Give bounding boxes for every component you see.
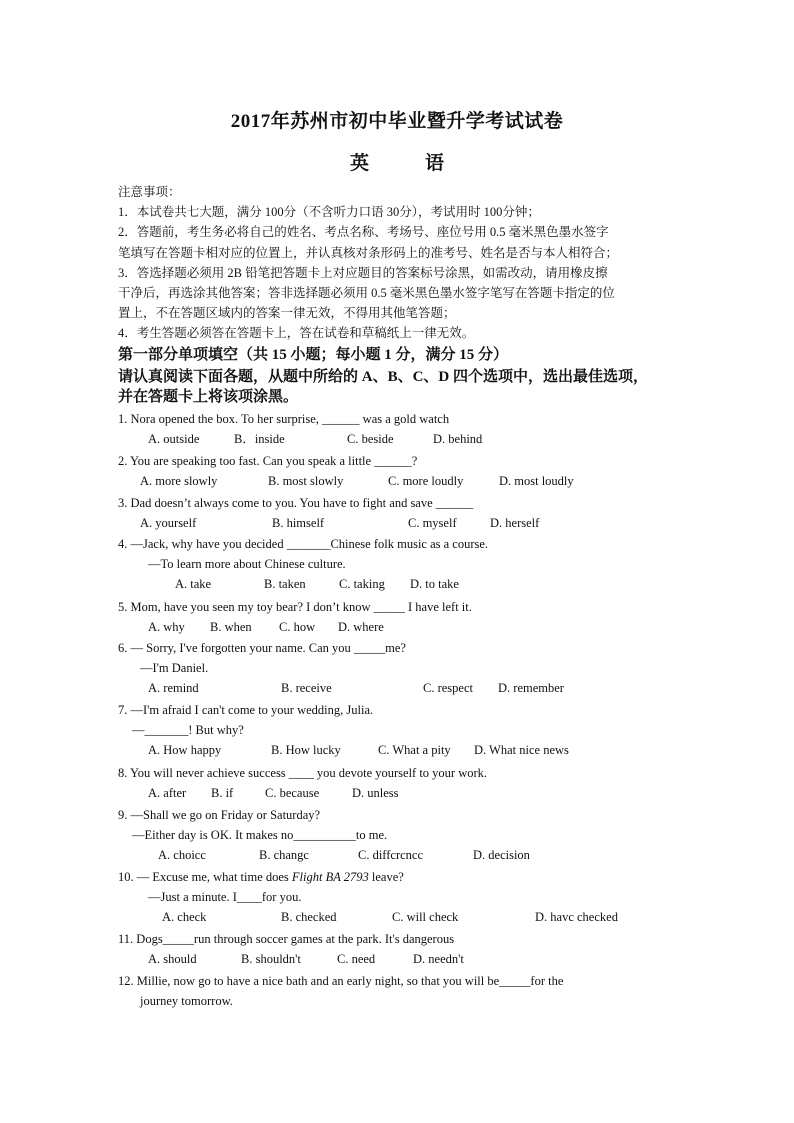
- option: D. unless: [352, 786, 399, 800]
- option: C. diffcrcncc: [358, 848, 424, 862]
- option: A. why: [148, 620, 185, 634]
- notes-line: 干净后，再选涂其他答案；答非选择题必须用 0.5 毫米黑色墨水签字笔写在答题卡指定的位: [118, 286, 615, 301]
- flight-number: Flight BA 2793: [291, 870, 369, 884]
- option: D. behind: [433, 432, 483, 446]
- question-stem: 4. —Jack, why have you decided _______Chinese folk music as a course.: [118, 537, 489, 551]
- question-2: [118, 451, 698, 491]
- section-title: 第一部分单项填空（共 15 小题；每小题 1 分，满分 15 分）: [118, 347, 509, 363]
- subject-char-2: 语: [425, 153, 445, 174]
- option: D. remember: [498, 681, 564, 695]
- option: A. more slowly: [140, 474, 218, 488]
- question-line: —Just a minute. I____for you.: [148, 890, 302, 904]
- question-5: [118, 597, 698, 637]
- question-options: [118, 513, 698, 533]
- question-10: [118, 867, 698, 927]
- question-options: [118, 471, 698, 491]
- question-options: [118, 617, 698, 637]
- question-12: [118, 971, 698, 1011]
- option: A. remind: [148, 681, 199, 695]
- option: B. if: [211, 786, 234, 800]
- option: D. needn't: [413, 952, 464, 966]
- question-options: [118, 429, 698, 449]
- question-options: [118, 949, 698, 969]
- question-line: journey tomorrow.: [140, 994, 233, 1008]
- option: D. most loudly: [499, 474, 574, 488]
- notes-line: 1．本试卷共七大题，满分 100分（不含听力口语 30分），考试用时 100分钟；: [118, 205, 540, 220]
- option: C. need: [337, 952, 376, 966]
- question-stem: [118, 867, 698, 887]
- question-stem: 11. Dogs_____run through soccer games at the park. It's dangerous: [118, 932, 455, 946]
- option: C. taking: [339, 577, 385, 591]
- option: B. changc: [259, 848, 309, 862]
- option: B. receive: [281, 681, 332, 695]
- question-4: [118, 534, 698, 594]
- option: D. What nice news: [474, 743, 569, 757]
- option: B. most slowly: [268, 474, 344, 488]
- question-options: [118, 740, 698, 760]
- option: A. should: [148, 952, 197, 966]
- option: C. What a pity: [378, 743, 451, 757]
- question-3: [118, 493, 698, 533]
- option: C. because: [265, 786, 320, 800]
- option: A. choicc: [158, 848, 206, 862]
- question-9: [118, 805, 698, 865]
- section-instruction: 并在答题卡上将该项涂黑。: [118, 389, 299, 405]
- notes-line: 4．考生答题必须答在答题卡上，答在试卷和草稿纸上一律无效。: [118, 326, 475, 341]
- option: A. yourself: [140, 516, 197, 530]
- question-11: [118, 929, 698, 969]
- question-7: [118, 700, 698, 760]
- question-line: —Either day is OK. It makes no__________to me.: [132, 828, 388, 842]
- option: A. How happy: [148, 743, 222, 757]
- option: A. outside: [148, 432, 200, 446]
- option: C. myself: [408, 516, 457, 530]
- question-line: —To learn more about Chinese culture.: [148, 557, 346, 571]
- question-stem: 9. —Shall we go on Friday or Saturday?: [118, 808, 321, 822]
- option: C. will check: [392, 910, 459, 924]
- question-8: [118, 763, 698, 803]
- option: B．inside: [234, 432, 285, 446]
- subject-title: [0, 148, 794, 175]
- question-options: [118, 845, 698, 865]
- option: C. respect: [423, 681, 473, 695]
- option: B. How lucky: [271, 743, 341, 757]
- option: B. when: [210, 620, 252, 634]
- subject-char-1: 英: [349, 153, 369, 174]
- option: A. check: [162, 910, 207, 924]
- notes-heading: 注意事项：: [118, 185, 181, 199]
- question-1: [118, 409, 698, 449]
- question-stem: 6. — Sorry, I've forgotten your name. Can you _____me?: [118, 641, 406, 655]
- question-options: [118, 678, 698, 698]
- option: B. checked: [281, 910, 337, 924]
- option: B. shouldn't: [241, 952, 301, 966]
- option: C. how: [279, 620, 316, 634]
- question-stem: 1. Nora opened the box. To her surprise, ______ was a gold watch: [118, 412, 450, 426]
- question-stem: 2. You are speaking too fast. Can you speak a little ______?: [118, 454, 418, 468]
- question-stem: 3. Dad doesn’t always come to you. You have to fight and save ______: [118, 496, 474, 510]
- question-options: [118, 907, 698, 927]
- question-line: —_______! But why?: [132, 723, 244, 737]
- notes-line: 3．答选择题必须用 2B 铅笔把答题卡上对应题目的答案标号涂黑，如需改动，请用橡皮擦: [118, 265, 608, 280]
- option: D. where: [338, 620, 384, 634]
- option: C. beside: [347, 432, 394, 446]
- question-stem-text: 10. — Excuse me, what time does: [118, 870, 292, 884]
- question-6: [118, 638, 698, 698]
- question-stem-text: leave?: [368, 870, 404, 884]
- option: D. decision: [473, 848, 530, 862]
- notes-line: 笔填写在答题卡相对应的位置上，并认真核对条形码上的准考号、姓名是否与本人相符合；: [118, 245, 619, 260]
- exam-notes: [118, 182, 680, 344]
- question-stem: 8. You will never achieve success ____ you devote yourself to your work.: [118, 766, 488, 780]
- question-options: [118, 783, 698, 803]
- question-line: —I'm Daniel.: [140, 661, 209, 675]
- question-stem: 12. Millie, now go to have a nice bath and an early night, so that you will be_____for the: [118, 974, 564, 988]
- question-options: [118, 574, 698, 594]
- option: B. taken: [264, 577, 306, 591]
- question-stem: 5. Mom, have you seen my toy bear? I don’t know _____ I have left it.: [118, 600, 472, 614]
- exam-title: 2017年苏州市初中毕业暨升学考试试卷: [230, 111, 564, 132]
- option: B. himself: [272, 516, 325, 530]
- option: A. after: [148, 786, 187, 800]
- notes-line: 置上，不在答题区域内的答案一律无效，不得用其他笔答题；: [118, 306, 456, 321]
- option: D. herself: [490, 516, 540, 530]
- option: D. havc checked: [535, 910, 618, 924]
- option: C. more loudly: [388, 474, 464, 488]
- notes-line: 2．答题前，考生务必将自己的姓名、考点名称、考场号、座位号用 0.5 毫米黑色墨水签字: [118, 225, 609, 240]
- section-instruction: 请认真阅读下面各题，从题中所给的 A、B、C、D 四个选项中，选出最佳选项，: [118, 369, 649, 385]
- option: D. to take: [410, 577, 459, 591]
- question-stem: 7. —I'm afraid I can't come to your wedding, Julia.: [118, 703, 374, 717]
- option: A. take: [175, 577, 212, 591]
